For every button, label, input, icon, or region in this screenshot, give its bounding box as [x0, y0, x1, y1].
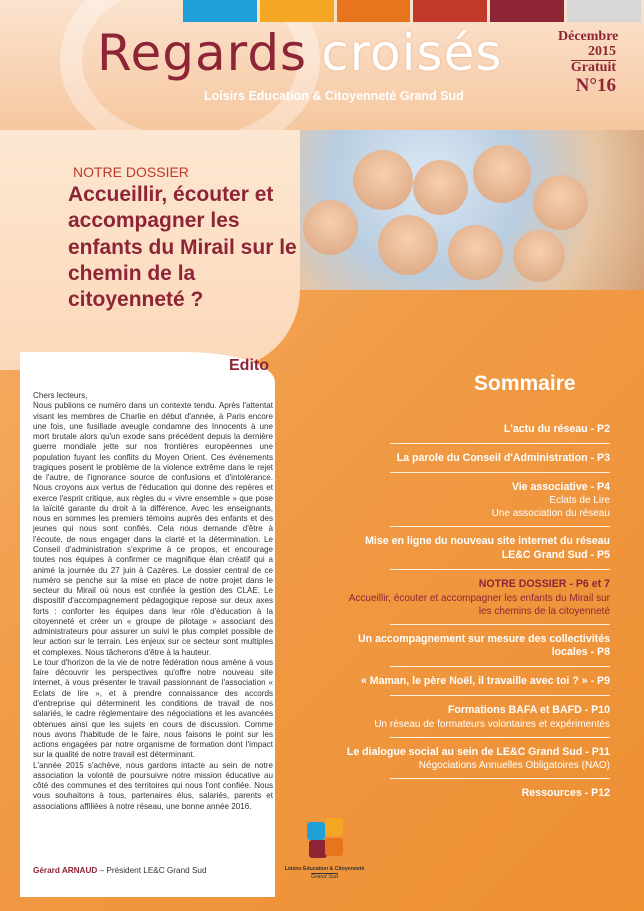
sommaire-item-title: Vie associative - P4	[511, 480, 610, 493]
children-photo	[283, 130, 644, 290]
sommaire-item-title: La parole du Conseil d'Administration - P3	[396, 451, 610, 464]
logo-line2: Grand Sud	[310, 874, 339, 880]
sommaire-divider	[390, 472, 610, 473]
sommaire-item	[340, 481, 610, 521]
sommaire-divider	[390, 778, 610, 779]
tagline: Loisirs Education & Citoyenneté Grand Sud	[204, 89, 464, 103]
sommaire-divider	[390, 737, 610, 738]
sommaire-divider	[390, 526, 610, 527]
sommaire-item-title: L'actu du réseau - P2	[503, 423, 610, 435]
sommaire-divider	[390, 569, 610, 570]
sommaire-item-subtitle: Un réseau de formateurs volontaires et expérimentés	[374, 718, 610, 730]
sommaire-item	[340, 675, 610, 689]
lec-logo-mark	[305, 818, 345, 862]
sommaire-item-subtitle: Accueillir, écouter et accompagner les enfants du Mirail sur les chemins de la citoyenneté	[348, 592, 610, 617]
lec-logo	[282, 818, 367, 886]
dossier-label: NOTRE DOSSIER	[73, 164, 189, 180]
sommaire-item-subtitle: Négociations Annuelles Obligatoires (NAO)	[418, 760, 610, 772]
edito-text	[33, 391, 273, 812]
dossier-title: Accueillir, écouter et accompagner les enfants du Mirail sur le chemin de la citoyenneté ?	[68, 183, 297, 311]
edito-paragraph: Le tour d'horizon de la vie de notre fédération nous amène à vous faire découvrir les perspectives qu'offre notre nouveau site internet, à vous présenter le travail passionnant de l'association « Eclats de lire », et à prendre connaissance des accords d'entreprise qui déterminent les conditions de travail de nos salariés, le cadre réglementaire des négociations et les avancées obtenues ainsi que les sujets en cours de discussion. Comme nous avons l'habitude de le faire, nous faisons le point sur les actions engagées par notre organisme de formation dont l'impact sur la qualité de notre travail est déterminant.	[33, 657, 273, 760]
sommaire-divider	[390, 624, 610, 625]
edito-heading: Edito	[229, 357, 269, 374]
issue-info	[558, 29, 619, 97]
edito-paragraph: Chers lecteurs,	[33, 391, 88, 400]
color-strip	[183, 0, 644, 22]
sommaire-item	[340, 633, 610, 661]
sommaire-item-title: Le dialogue social au sein de LE&C Grand Sud - P11	[346, 745, 610, 758]
sommaire-item-title: Mise en ligne du nouveau site internet du réseau LE&C Grand Sud - P5	[365, 535, 610, 562]
signature-role: – Président LE&C Grand Sud	[97, 866, 207, 875]
edito-signature	[33, 866, 207, 875]
strip-color-3	[337, 0, 411, 22]
title-croises: croisés	[321, 24, 503, 82]
sommaire-item-subtitle: Une association du réseau	[491, 508, 610, 520]
sommaire-item-title: Formations BAFA et BAFD - P10	[447, 703, 610, 716]
strip-color-5	[490, 0, 564, 22]
sommaire-item	[340, 578, 610, 618]
sommaire-divider	[390, 666, 610, 667]
sommaire-divider	[390, 443, 610, 444]
edito-paragraph: Nous publions ce numéro dans un contexte tendu. Après l'attentat visant les membres de Charlie en début d'année, à Paris encore une fois, une fusillade aveugle condamne des Innocents à une mort brutale alors qu'un exode sans précédent depuis la dernière guerre mondiale jette sur nos frontières européennes une population fuyant les conflits du Moyen Orient. Ces événements tragiques posent le problème de la violence extrême dans le rejet de l'autre, de l'ignorance source de confusions et d'intolérance. Nous croyons aux vertus de l'éducation qui donne des repères et exerce l'esprit critique, aux règles du « vivre ensemble » que pose la laïcité garante du droit à la différence. Avec les enseignants, nous en sommes les premiers témoins auprès des enfants et des jeunes qui nous sont confiés. Cela nous demande d'être à l'écoute, de nous engager dans la clarté et la détermination. Le Conseil d'administration s'exprime à ce propos, et encourage toutes nos équipes à confirmer ce magnifique élan créatif qui a animé la journée du 27 juin à Cazères. Le dossier central de ce numéro se penche sur la mise en place de notre projet dans le secteur du Mirail où nous est confiée la gestion des CLAE. Le dispositif d'accompagnement pédagogique repose sur deux axes forts : conforter les équipes dans leur rôle d'éducation à la citoyenneté et créer un « groupe de pilotage » associant des administrateurs pour assurer un suivi le plus complet possible de leur action sur le terrain. Les enjeux sur ce secteur sont multiples et complexes. Nous tâcherons d'être à la hauteur.	[33, 401, 273, 657]
strip-color-2	[260, 0, 334, 22]
sommaire-item	[340, 423, 610, 437]
sommaire-item-title: « Maman, le père Noël, il travaille avec toi ? » - P9	[360, 675, 610, 688]
sommaire-divider	[390, 695, 610, 696]
sommaire-item-subtitle: Eclats de Lire	[549, 495, 610, 507]
signature-name: Gérard ARNAUD	[33, 866, 98, 875]
sommaire-item-title: Un accompagnement sur mesure des collectivités locales - P8	[358, 632, 610, 659]
sommaire-list	[340, 423, 610, 801]
sommaire-item	[340, 452, 610, 466]
sommaire-item-title: NOTRE DOSSIER - P6 et 7	[478, 577, 610, 590]
sommaire-heading: Sommaire	[474, 372, 576, 395]
strip-color-4	[413, 0, 487, 22]
sommaire-item	[340, 535, 610, 563]
logo-line1: Loisirs Education & Citoyenneté	[284, 866, 365, 872]
sommaire-item	[340, 746, 610, 773]
sommaire-item	[340, 787, 610, 801]
sommaire-item	[340, 704, 610, 731]
issue-number: N°16	[575, 75, 616, 97]
edito-paragraph: L'année 2015 s'achève, nous gardons intacte au sein de notre association la volonté de poursuivre notre mission éducative au côté des communes et des territoires qui nous l'ont confiée. Nous vous souhaitons à tous, partenaires élus, salariés, parents et associations affiliées à notre réseau, une bonne année 2016.	[33, 760, 273, 811]
issue-price: Gratuit	[570, 60, 616, 76]
sommaire-item-title: Ressources - P12	[521, 787, 610, 800]
strip-color-6	[567, 0, 641, 22]
magazine-title	[97, 24, 503, 82]
strip-color-1	[183, 0, 257, 22]
title-regards: Regards	[97, 24, 308, 82]
issue-date: Décembre 2015	[558, 29, 619, 59]
